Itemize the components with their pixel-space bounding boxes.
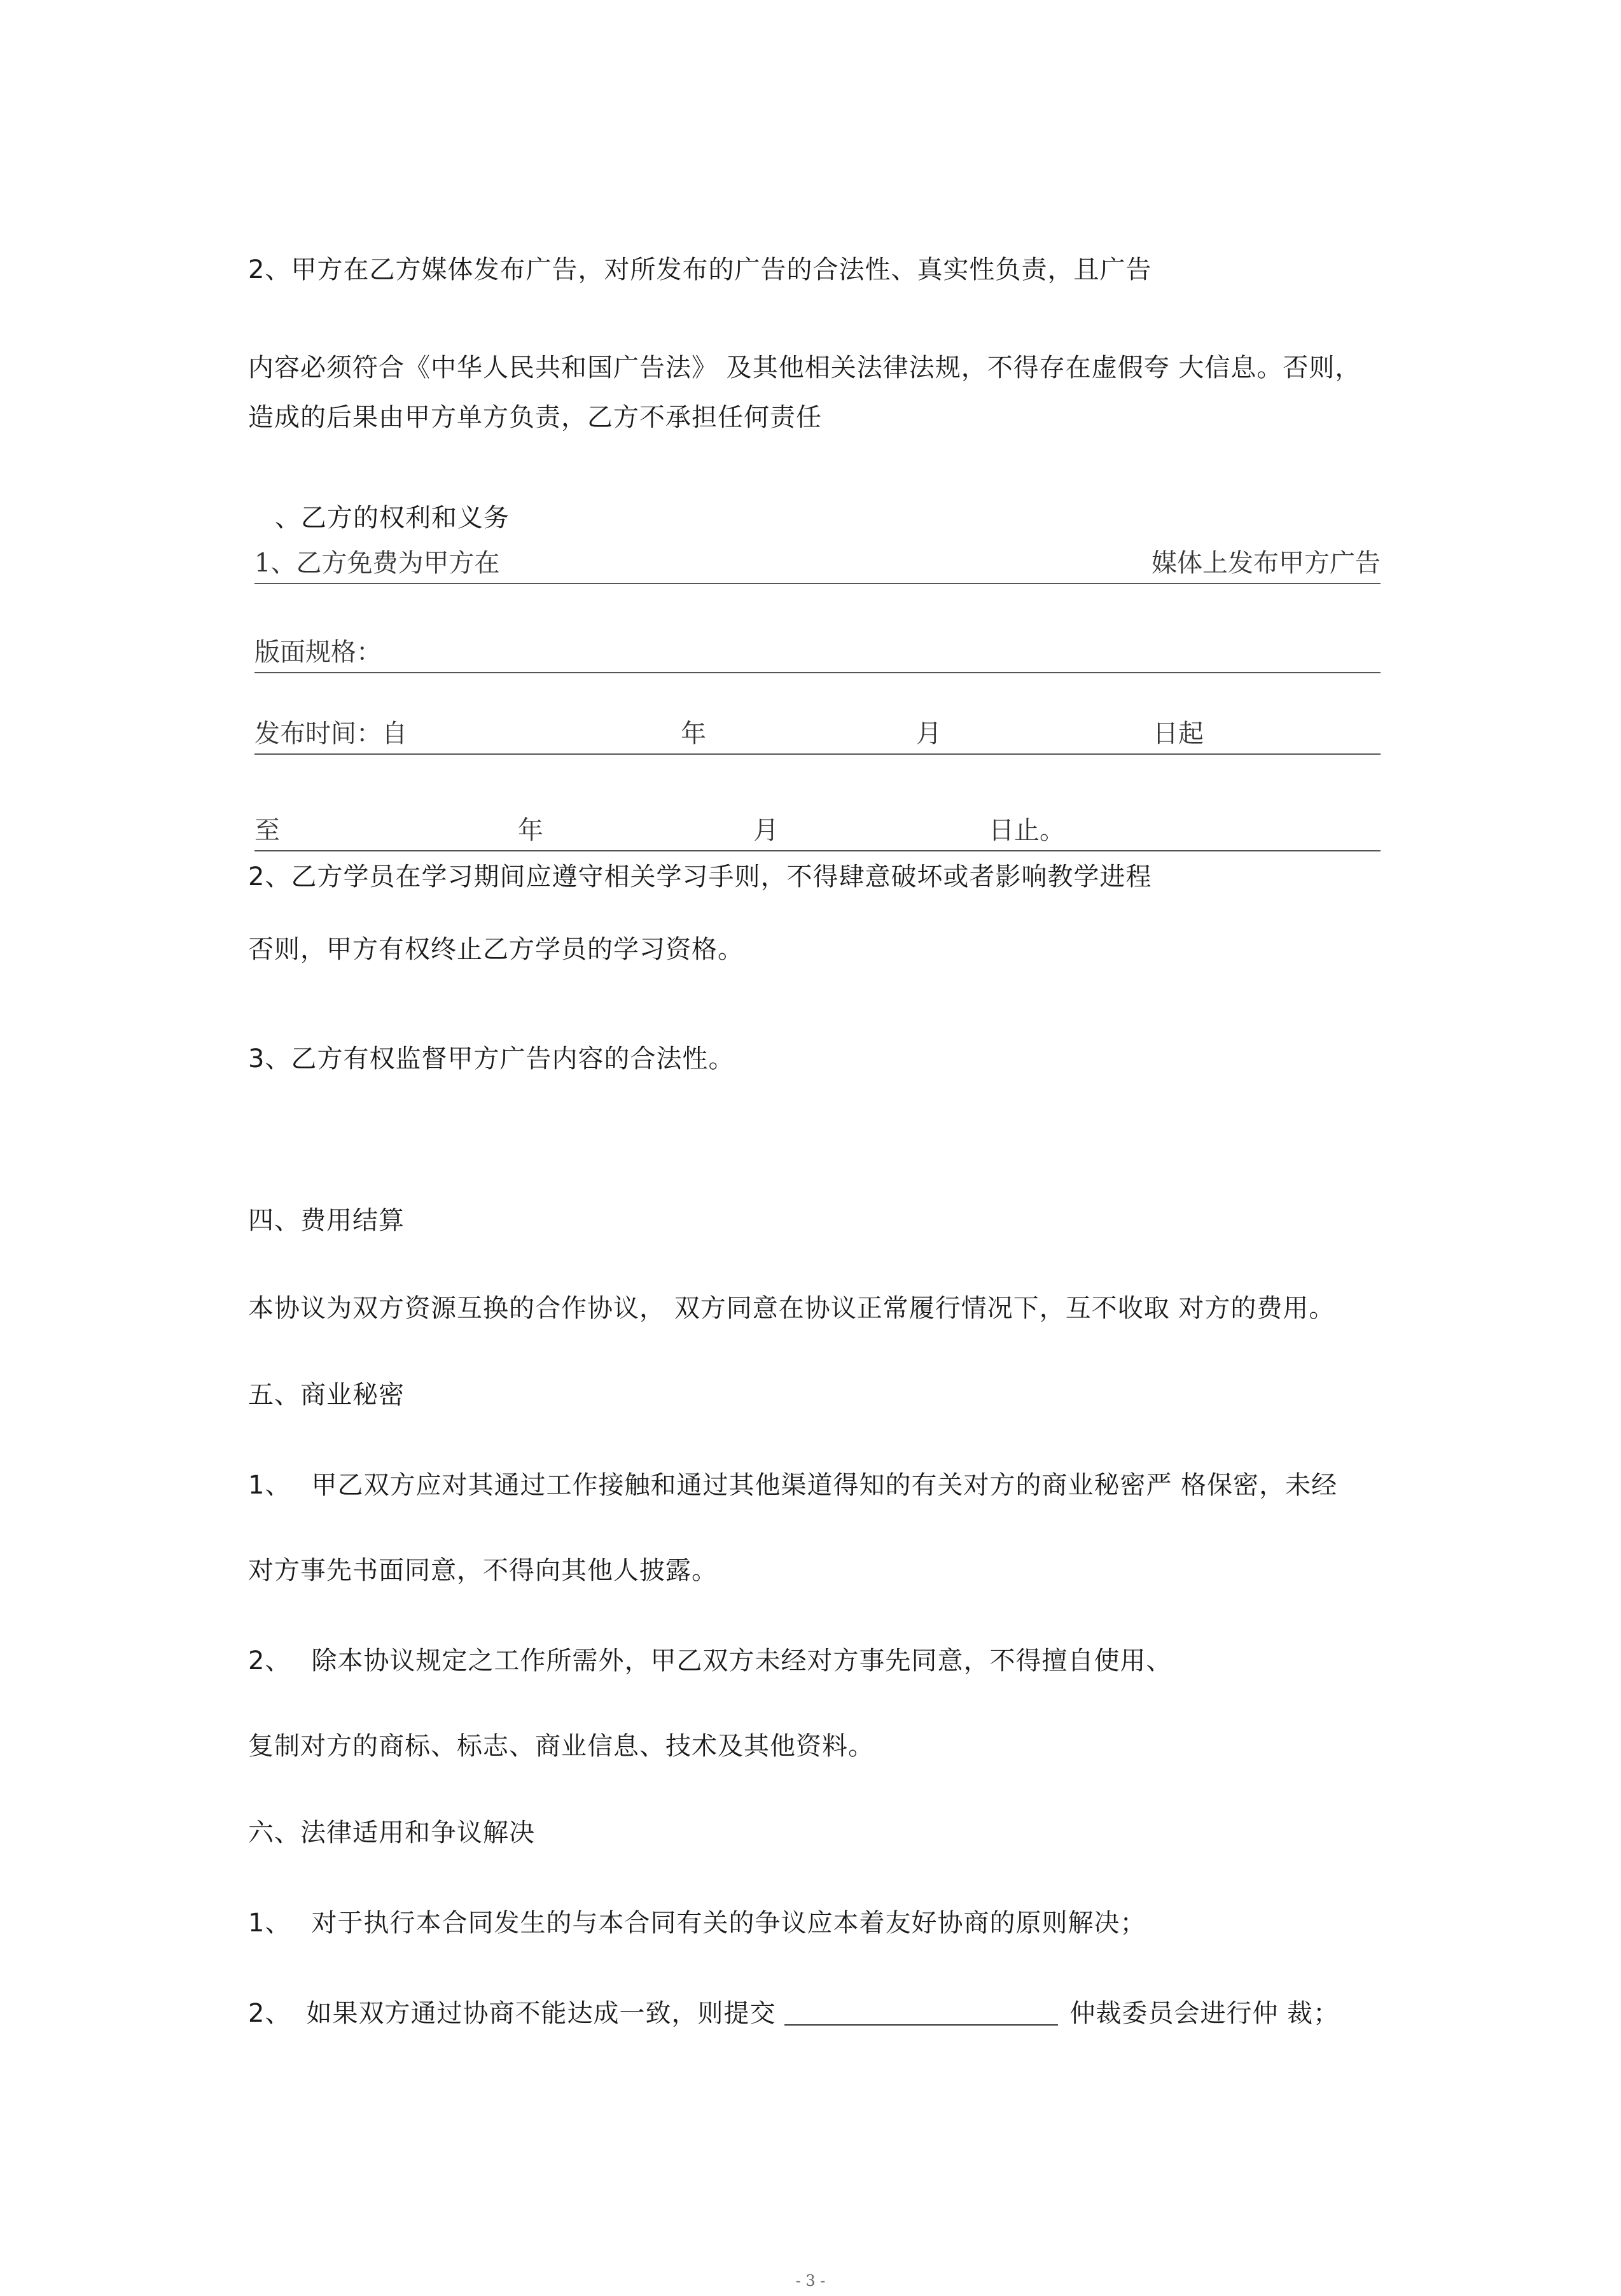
form-field-layout-spec bbox=[254, 634, 1381, 673]
section-yi-item3: 3、乙方有权监督甲方广告内容的合法性。 bbox=[248, 1044, 735, 1074]
section-yi-item2-line1: 2、乙方学员在学习期间应遵守相关学习手则，不得肆意破坏或者影响教学进程 bbox=[248, 862, 1152, 892]
section-6-item1-text: 对于执行本合同发生的与本合同有关的争议应本着友好协商的原则解决； bbox=[311, 1908, 1146, 1938]
section-5-item1-line2: 对方事先书面同意，不得向其他人披露。 bbox=[248, 1556, 718, 1585]
section-5-item2-line2: 复制对方的商标、标志、商业信息、技术及其他资料。 bbox=[248, 1732, 874, 1761]
form-field-publish-start bbox=[254, 715, 1381, 755]
section-6-item2-text-after: 仲裁委员会进行仲 裁； bbox=[1069, 1999, 1340, 2028]
field-layout-spec-label: 版面规格： bbox=[254, 638, 382, 667]
clause-a-item2-line1: 2、甲方在乙方媒体发布广告，对所发布的广告的合法性、真实性负责，且广告 bbox=[248, 255, 1152, 284]
field-start-label: 发布时间：自 bbox=[254, 719, 407, 748]
field-end-label: 至 bbox=[254, 816, 280, 845]
page-number: - 3 - bbox=[795, 2272, 826, 2290]
section-6-item2-text-before: 如果双方通过协商不能达成一致，则提交 bbox=[306, 1999, 776, 2028]
field-media-right-label: 媒体上发布甲方广告 bbox=[1151, 549, 1381, 578]
section-5-item2-text: 除本协议规定之工作所需外，甲乙双方未经对方事先同意，不得擅自使用、 bbox=[311, 1646, 1172, 1676]
section-4-body: 本协议为双方资源互换的合作协议， 双方同意在协议正常履行情况下，互不收取 对方的费用。 bbox=[248, 1294, 1335, 1323]
field-end-month: 月 bbox=[753, 816, 779, 845]
field-end-year: 年 bbox=[518, 816, 543, 845]
section-yi-item2-line2: 否则，甲方有权终止乙方学员的学习资格。 bbox=[248, 935, 744, 964]
section-6-item1 bbox=[248, 1907, 1146, 1940]
section-6-item2-number: 2、 bbox=[248, 1999, 291, 2028]
section-5-item1-number: 1、 bbox=[248, 1471, 291, 1500]
field-start-month: 月 bbox=[916, 719, 942, 748]
section-4-heading: 四、费用结算 bbox=[248, 1206, 405, 1235]
field-end-day: 日止。 bbox=[989, 816, 1065, 845]
field-media-left-label: 1、乙方免费为甲方在 bbox=[254, 549, 500, 578]
arbitration-commission-blank[interactable] bbox=[784, 1999, 1058, 2026]
clause-a-item2-line3: 造成的后果由甲方单方负责，乙方不承担任何责任 bbox=[248, 403, 822, 432]
form-field-media bbox=[254, 545, 1381, 584]
section-6-item2 bbox=[248, 1997, 1339, 2030]
field-start-year: 年 bbox=[681, 719, 706, 748]
section-6-item1-number: 1、 bbox=[248, 1908, 291, 1938]
section-6-heading: 六、法律适用和争议解决 bbox=[248, 1818, 535, 1847]
form-field-publish-end bbox=[254, 812, 1381, 851]
section-5-item2-line1 bbox=[248, 1644, 1172, 1677]
section-5-heading: 五、商业秘密 bbox=[248, 1380, 405, 1410]
section-5-item2-number: 2、 bbox=[248, 1646, 291, 1676]
section-5-item1-line1 bbox=[248, 1469, 1337, 1502]
field-start-day: 日起 bbox=[1153, 719, 1204, 748]
section-5-item1-text: 甲乙双方应对其通过工作接触和通过其他渠道得知的有关对方的商业秘密严 格保密，未经 bbox=[311, 1471, 1338, 1500]
section-yi-heading: 、乙方的权利和义务 bbox=[275, 503, 510, 533]
clause-a-item2-line2: 内容必须符合《中华人民共和国广告法》 及其他相关法律法规，不得存在虚假夸 大信息。否则， bbox=[248, 353, 1361, 382]
